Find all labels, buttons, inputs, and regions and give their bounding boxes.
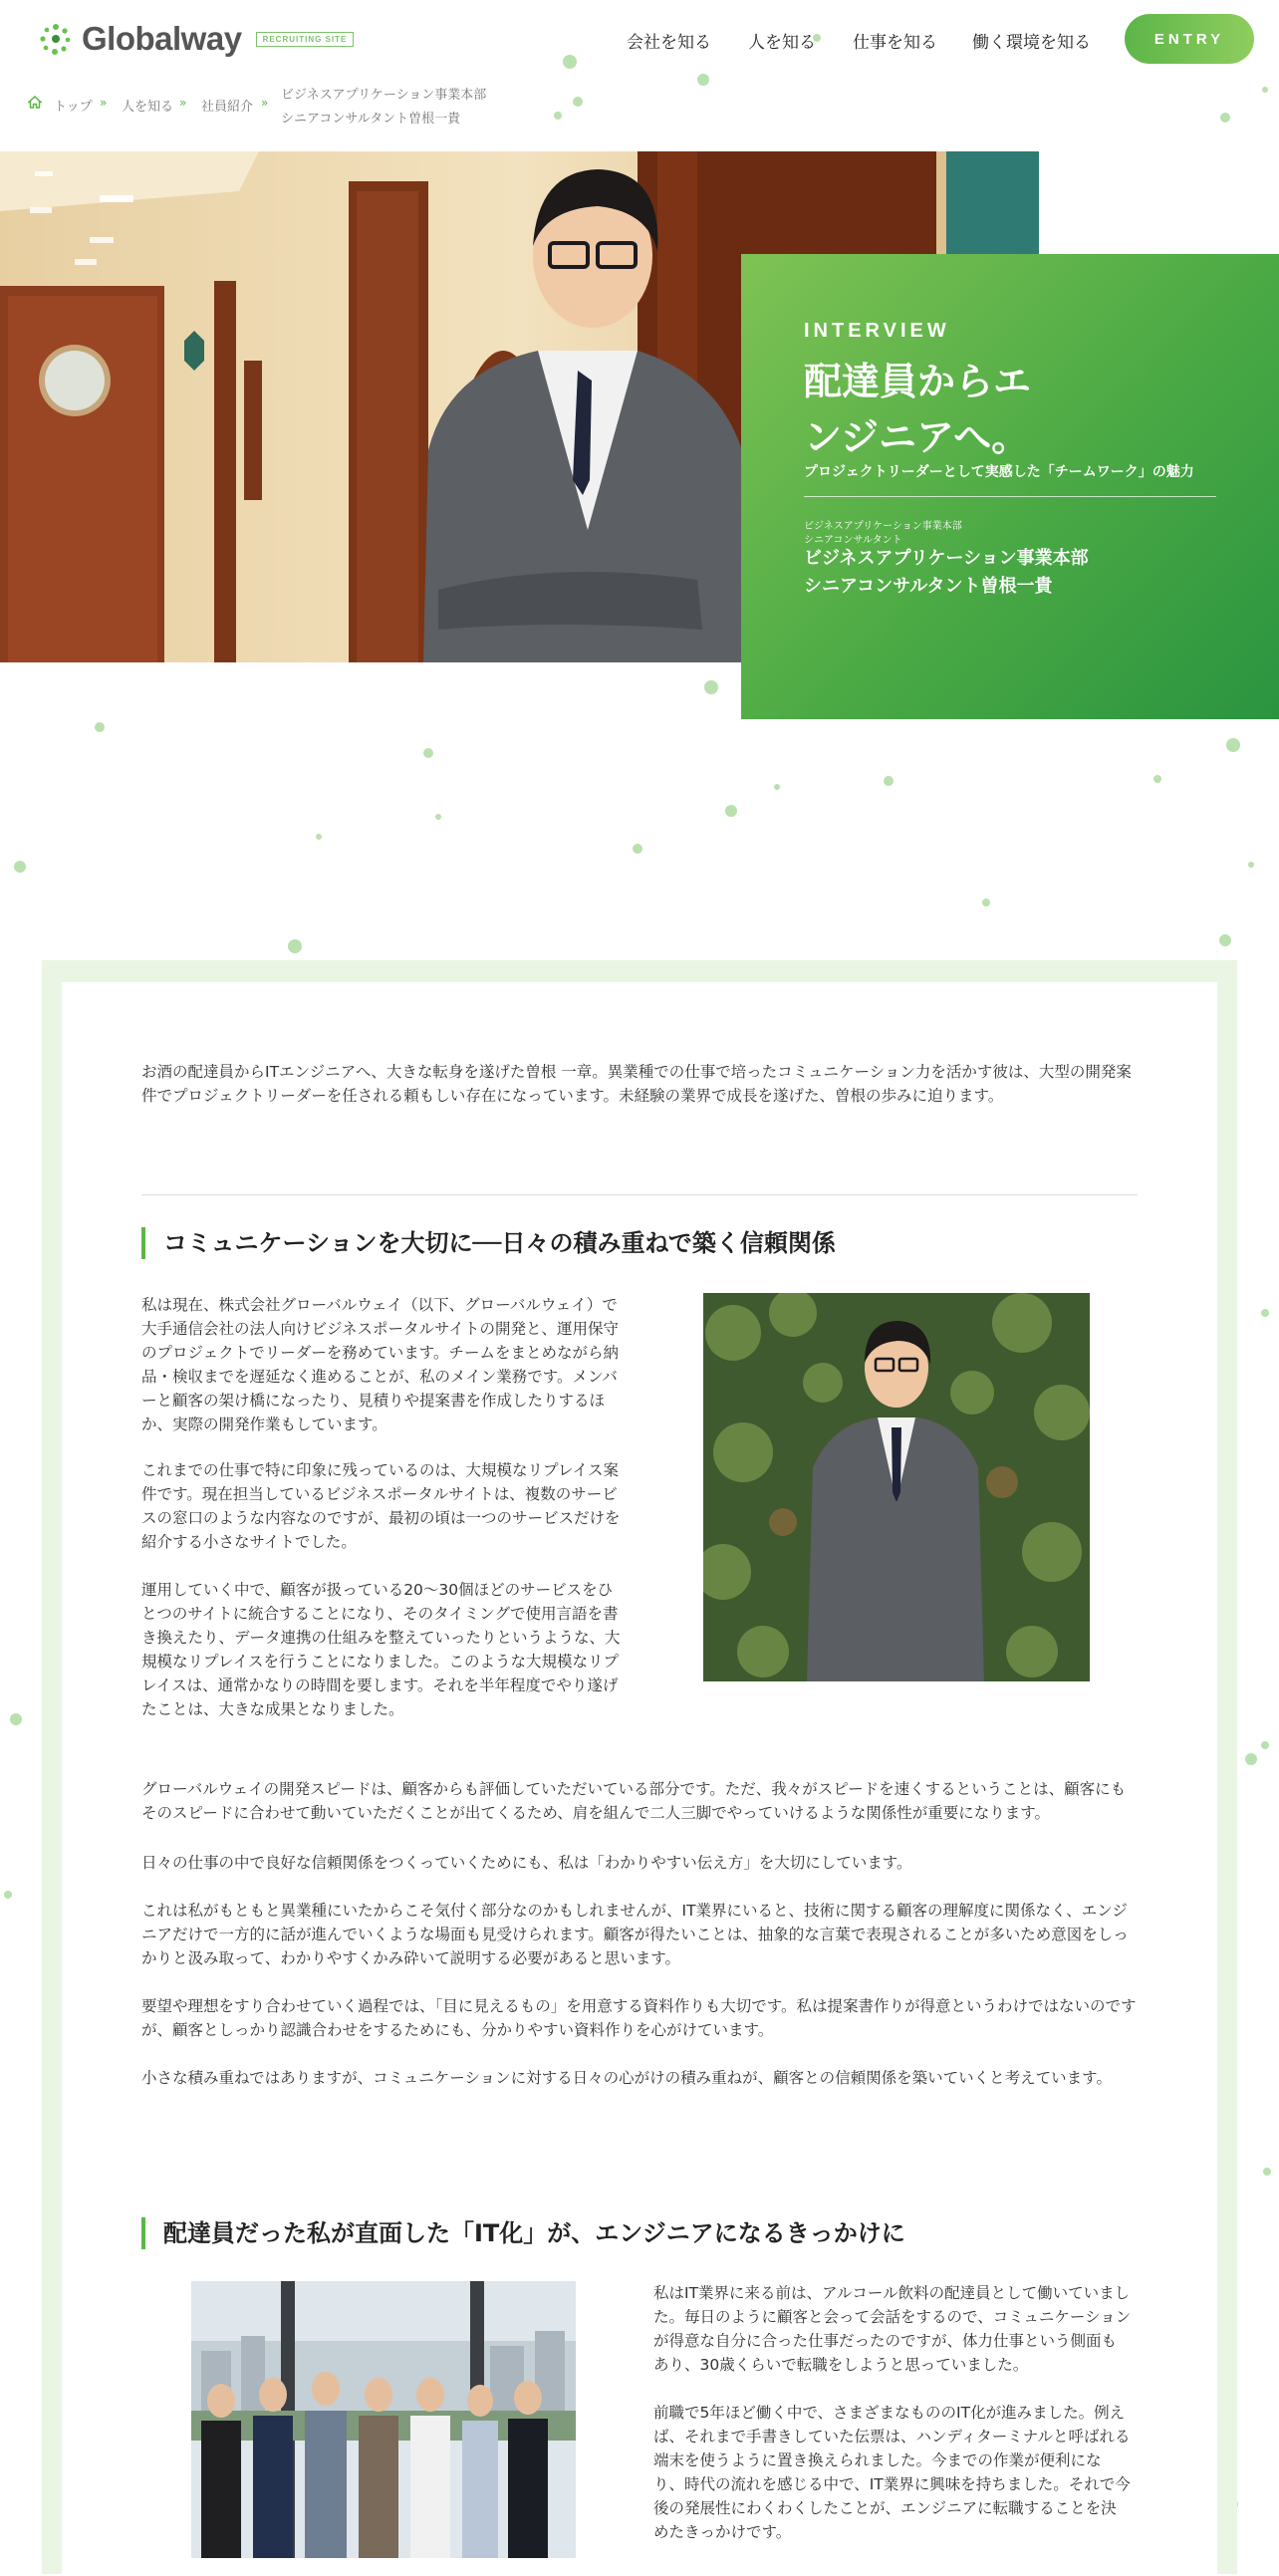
logo-text: Globalway	[82, 20, 242, 57]
paragraph: これまでの仕事で特に印象に残っているのは、大規模なリプレイス案件です。現在担当しているビジネスポータルサイトは、複数のサービスの窓口のような内容なのですが、最初の頃は一つのサービスだけを紹介する小さなサイトでした。	[141, 1461, 621, 1551]
breadcrumb-separator-icon: »	[100, 96, 108, 110]
bokeh-dot	[774, 784, 780, 790]
entry-button[interactable]: ENTRY	[1125, 14, 1254, 64]
hero-title-panel	[741, 254, 1279, 719]
divider	[804, 496, 1216, 497]
breadcrumb-people[interactable]: 人を知る	[122, 100, 174, 115]
bokeh-dot	[1153, 775, 1161, 783]
employee-photo	[703, 1293, 1090, 1681]
paragraph: 小さな積み重ねではありますが、コミュニケーションに対する日々の心がけの積み重ねが、顧客との信頼関係を築いていくと考えています。	[141, 2069, 1112, 2087]
interview-label: INTERVIEW	[804, 320, 950, 342]
home-icon	[28, 96, 42, 109]
breadcrumb-top[interactable]: トップ	[54, 100, 93, 115]
nav-environment[interactable]: 働く環境を知る	[972, 33, 1091, 53]
nav-work[interactable]: 仕事を知る	[853, 33, 937, 53]
recruiting-site-badge: RECRUITING SITE	[256, 32, 355, 47]
bokeh-dot	[423, 748, 433, 758]
breadcrumb-current-line1: ビジネスアプリケーション事業本部	[281, 88, 487, 103]
bokeh-dot	[633, 844, 642, 854]
bokeh-dot	[1220, 113, 1230, 123]
bokeh-dot	[14, 861, 26, 873]
breadcrumb-separator-icon: »	[261, 96, 269, 110]
bokeh-dot	[554, 112, 562, 120]
breadcrumb-separator-icon: »	[179, 96, 187, 110]
nav-people[interactable]: 人を知る	[748, 33, 816, 53]
bokeh-dot	[725, 805, 737, 817]
bokeh-dot	[1248, 862, 1254, 868]
section-heading: 配達員だった私が直面した「IT化」が、エンジニアになるきっかけに	[141, 2217, 905, 2249]
bokeh-dot	[1261, 1741, 1269, 1749]
paragraph: これは私がもともと異業種にいたからこそ気付く部分なのかもしれませんが、IT業界にいると、技術に関する顧客の理解度に関係なく、エンジニアだけで一方的に話が進んでいくような場面も見受けられます。顧客が得たいことは、抽象的な言葉で表現されることが多いため意図をしっかりと汲み取って、わかりやすくかみ砕いて説明する必要があると思います。	[141, 1902, 1129, 1967]
bokeh-dot	[1219, 934, 1231, 946]
bokeh-dot	[435, 814, 441, 820]
bokeh-dot	[1261, 1309, 1269, 1317]
paragraph: 私はIT業界に来る前は、アルコール飲料の配達員として働いていました。毎日のように顧客と会って会話をするので、コミュニケーションが得意な自分に合った仕事だったのですが、体力仕事という側面もあり、30歳くらいで転職をしようと思っていました。	[653, 2284, 1132, 2374]
paragraph: 私は現在、株式会社グローバルウェイ（以下、グローバルウェイ）で大手通信会社の法人向けビジネスポータルサイトの開発と、運用保守のプロジェクトでリーダーを務めています。チームをまとめながら納品・検収までを遅延なく進めることが、私のメイン業務です。メンバーと顧客の架け橋になったり、見積りや提案書を作成したりするほか、実際の開発作業もしています。	[141, 1296, 619, 1433]
department-small: ビジネスアプリケーション事業本部	[804, 521, 962, 532]
paragraph: グローバルウェイの開発スピードは、顧客からも評価していただいている部分です。ただ、我々がスピードを速くするということは、顧客にもそのスピードに合わせて動いていただくことが出てくるため、肩を組んで二人三脚でやっていけるような関係性が重要になります。	[141, 1780, 1127, 1822]
logo[interactable]	[38, 20, 354, 58]
lead-paragraph: お酒の配達員からITエンジニアへ、大きな転身を遂げた曽根 一章。異業種での仕事で培ったコミュニケーション力を活かす彼は、大型の開発案件でプロジェクトリーダーを任される頼もしい存在になっています。未経験の業界で成長を遂げた、曽根の歩みに迫ります。	[141, 1063, 1132, 1105]
paragraph: 前職で5年ほど働く中で、さまざまなもののIT化が進みました。例えば、それまで手書きしていた伝票は、ハンディターミナルと呼ばれる端末を使うように置き換えられました。今までの作業が便利になり、時代の流れを感じる中で、IT業界に興味を持ちました。それで今後の発展性にわくわくしたことが、エンジニアに転職することを決めたきっかけです。	[653, 2404, 1131, 2541]
bokeh-dot	[704, 680, 718, 694]
team-photo	[191, 2281, 576, 2558]
position-small: シニアコンサルタント	[804, 535, 902, 546]
hero-title: 配達員からエンジニアへ。	[804, 360, 1032, 459]
logo-icon	[38, 21, 74, 57]
bokeh-dot	[316, 834, 322, 840]
paragraph: 運用していく中で、顧客が扱っている20〜30個ほどのサービスをひとつのサイトに統合することになり、そのタイミングで使用言語を書き換えたり、データ連携の仕組みを整えていったりというような、大規模なリプレイスを行うことになりました。このような大規模なリプレイスは、通常かなりの時間を要します。それを半年程度でやり遂げたことは、大きな成果となりました。	[141, 1581, 621, 1718]
employee-title-name: シニアコンサルタント曽根一貴	[804, 576, 1053, 597]
nav-company[interactable]: 会社を知る	[627, 33, 711, 53]
paragraph: 要望や理想をすり合わせていく過程では、「目に見えるもの」を用意する資料作りも大切です。私は提案書作りが得意というわけではないのですが、顧客としっかり認識合わせをするためにも、分かりやすい資料作りを心がけています。	[141, 1997, 1137, 2039]
employee-department: ビジネスアプリケーション事業本部	[804, 548, 1089, 569]
bokeh-dot	[573, 97, 583, 107]
employee-name	[804, 545, 1089, 601]
bokeh-dot	[982, 899, 990, 906]
divider	[141, 1194, 1138, 1195]
bokeh-dot	[4, 1891, 12, 1899]
hero-subtitle: プロジェクトリーダーとして実感した「チームワーク」の魅力	[804, 464, 1194, 480]
bokeh-dot	[884, 776, 894, 786]
bokeh-dot	[1245, 1753, 1257, 1765]
bokeh-dot	[10, 1713, 22, 1725]
bokeh-dot	[95, 722, 105, 732]
section-heading: コミュニケーションを大切に──日々の積み重ねで築く信頼関係	[141, 1227, 836, 1259]
site-header	[0, 0, 1279, 90]
bokeh-dot	[288, 939, 302, 953]
breadcrumb-staff[interactable]: 社員紹介	[201, 100, 254, 115]
bokeh-dot	[1263, 2168, 1271, 2176]
paragraph: 日々の仕事の中で良好な信頼関係をつくっていくためにも、私は「わかりやすい伝え方」を大切にしています。	[141, 1854, 912, 1872]
breadcrumb-current-line2: シニアコンサルタント曽根一貴	[281, 112, 461, 127]
bokeh-dot	[1226, 738, 1240, 752]
